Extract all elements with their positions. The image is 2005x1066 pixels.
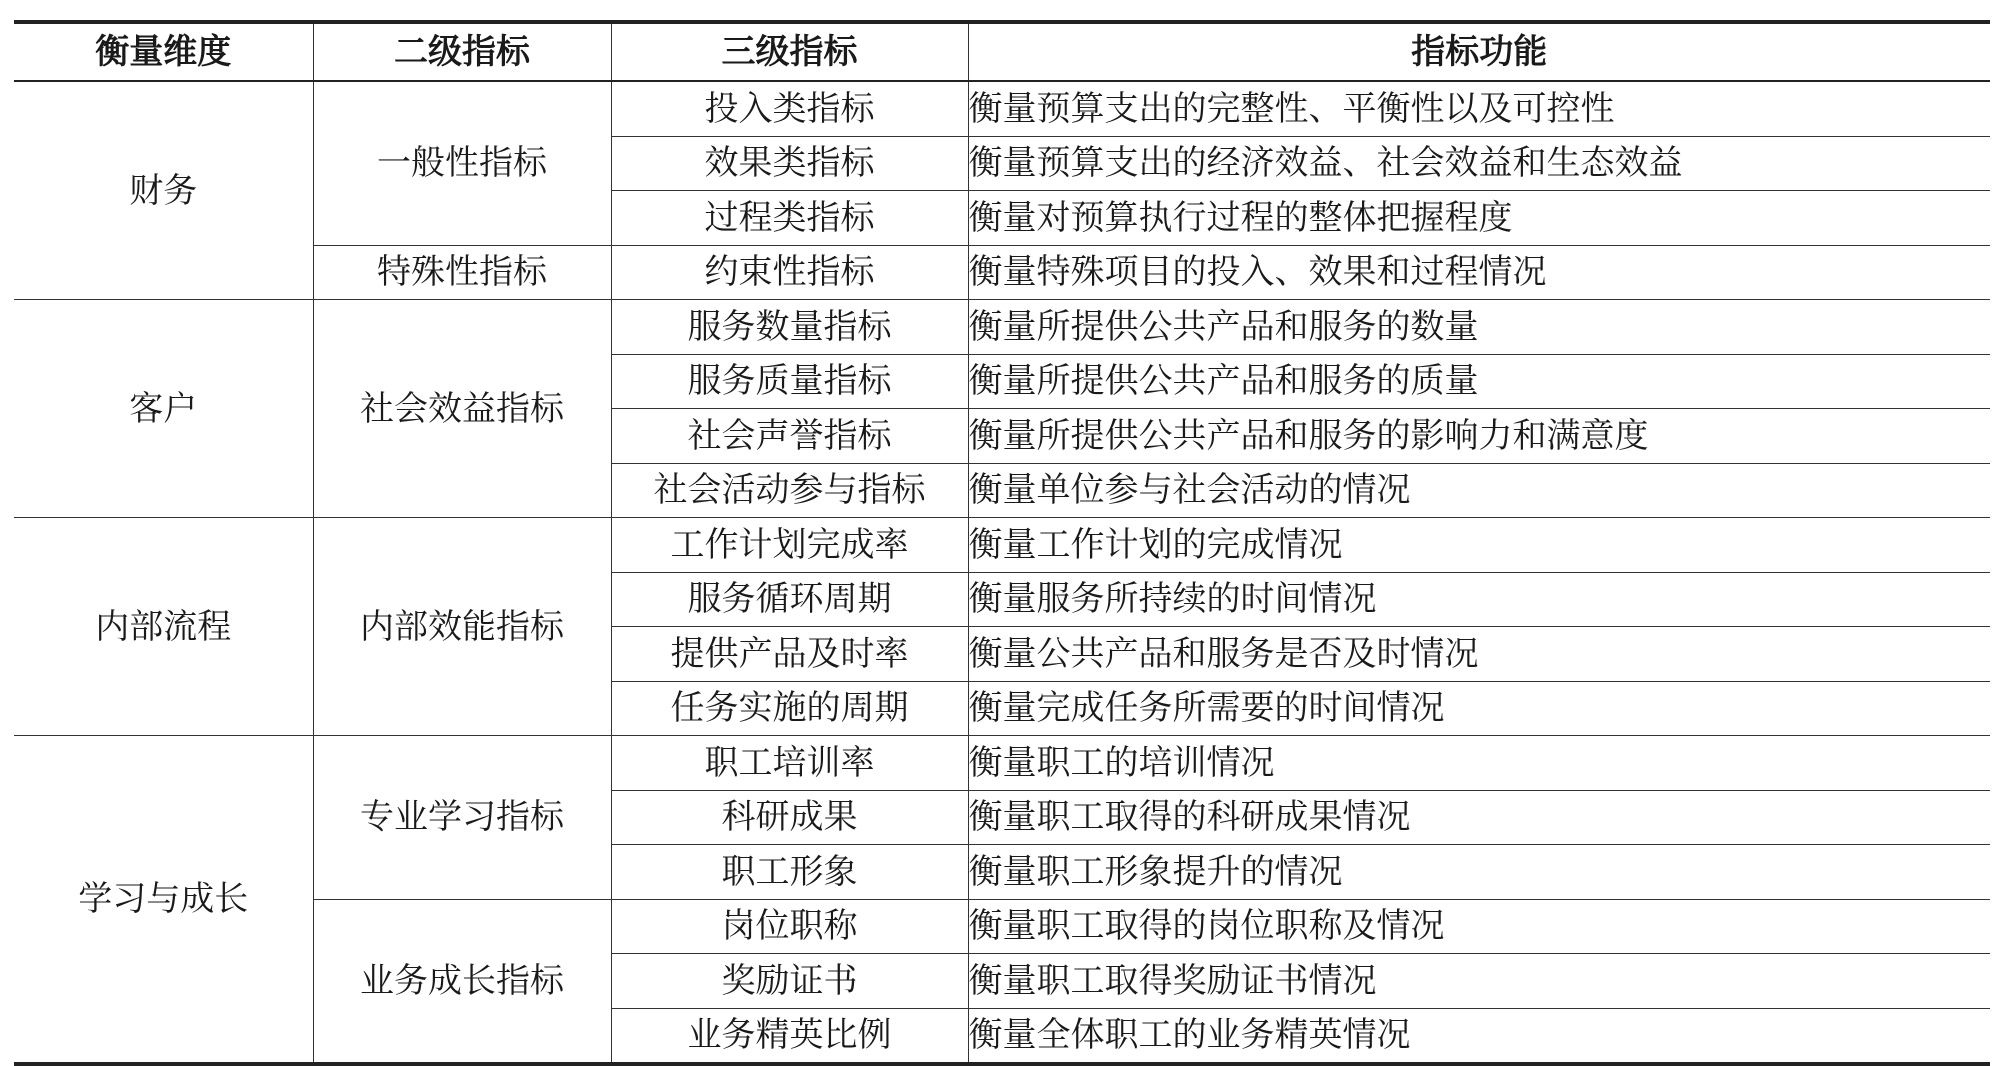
tertiary-cell: 任务实施的周期 bbox=[611, 681, 968, 736]
function-cell: 衡量完成任务所需要的时间情况 bbox=[968, 681, 1990, 736]
tertiary-cell: 效果类指标 bbox=[611, 136, 968, 191]
metrics-table bbox=[14, 20, 1990, 1066]
tertiary-cell: 服务质量指标 bbox=[611, 354, 968, 409]
header-dimension: 衡量维度 bbox=[14, 22, 313, 81]
tertiary-cell: 服务数量指标 bbox=[611, 300, 968, 355]
tertiary-cell: 约束性指标 bbox=[611, 245, 968, 300]
tertiary-cell: 工作计划完成率 bbox=[611, 518, 968, 573]
dimension-cell: 学习与成长 bbox=[14, 736, 313, 1065]
secondary-cell: 业务成长指标 bbox=[313, 899, 611, 1064]
secondary-cell: 特殊性指标 bbox=[313, 245, 611, 300]
tertiary-cell: 职工形象 bbox=[611, 845, 968, 900]
function-cell: 衡量预算支出的完整性、平衡性以及可控性 bbox=[968, 81, 1990, 136]
function-cell: 衡量所提供公共产品和服务的质量 bbox=[968, 354, 1990, 409]
tertiary-cell: 科研成果 bbox=[611, 790, 968, 845]
table-row bbox=[14, 518, 1990, 573]
function-cell: 衡量公共产品和服务是否及时情况 bbox=[968, 627, 1990, 682]
function-cell: 衡量工作计划的完成情况 bbox=[968, 518, 1990, 573]
secondary-cell: 社会效益指标 bbox=[313, 300, 611, 518]
table-body bbox=[14, 81, 1990, 1064]
table-row bbox=[14, 81, 1990, 136]
secondary-cell: 内部效能指标 bbox=[313, 518, 611, 736]
tertiary-cell: 服务循环周期 bbox=[611, 572, 968, 627]
tertiary-cell: 投入类指标 bbox=[611, 81, 968, 136]
tertiary-cell: 社会声誉指标 bbox=[611, 409, 968, 464]
function-cell: 衡量职工的培训情况 bbox=[968, 736, 1990, 791]
header-row bbox=[14, 22, 1990, 81]
tertiary-cell: 提供产品及时率 bbox=[611, 627, 968, 682]
table-header bbox=[14, 22, 1990, 81]
function-cell: 衡量职工形象提升的情况 bbox=[968, 845, 1990, 900]
tertiary-cell: 业务精英比例 bbox=[611, 1008, 968, 1064]
function-cell: 衡量单位参与社会活动的情况 bbox=[968, 463, 1990, 518]
tertiary-cell: 奖励证书 bbox=[611, 954, 968, 1009]
function-cell: 衡量职工取得奖励证书情况 bbox=[968, 954, 1990, 1009]
function-cell: 衡量职工取得的科研成果情况 bbox=[968, 790, 1990, 845]
secondary-cell: 一般性指标 bbox=[313, 81, 611, 245]
dimension-cell: 内部流程 bbox=[14, 518, 313, 736]
header-secondary: 二级指标 bbox=[313, 22, 611, 81]
function-cell: 衡量全体职工的业务精英情况 bbox=[968, 1008, 1990, 1064]
function-cell: 衡量对预算执行过程的整体把握程度 bbox=[968, 191, 1990, 246]
function-cell: 衡量预算支出的经济效益、社会效益和生态效益 bbox=[968, 136, 1990, 191]
function-cell: 衡量特殊项目的投入、效果和过程情况 bbox=[968, 245, 1990, 300]
table-row bbox=[14, 300, 1990, 355]
function-cell: 衡量职工取得的岗位职称及情况 bbox=[968, 899, 1990, 954]
table-row bbox=[14, 736, 1990, 791]
function-cell: 衡量服务所持续的时间情况 bbox=[968, 572, 1990, 627]
secondary-cell: 专业学习指标 bbox=[313, 736, 611, 900]
header-tertiary: 三级指标 bbox=[611, 22, 968, 81]
tertiary-cell: 社会活动参与指标 bbox=[611, 463, 968, 518]
header-function: 指标功能 bbox=[968, 22, 1990, 81]
function-cell: 衡量所提供公共产品和服务的数量 bbox=[968, 300, 1990, 355]
tertiary-cell: 职工培训率 bbox=[611, 736, 968, 791]
tertiary-cell: 过程类指标 bbox=[611, 191, 968, 246]
function-cell: 衡量所提供公共产品和服务的影响力和满意度 bbox=[968, 409, 1990, 464]
dimension-cell: 客户 bbox=[14, 300, 313, 518]
tertiary-cell: 岗位职称 bbox=[611, 899, 968, 954]
dimension-cell: 财务 bbox=[14, 81, 313, 300]
